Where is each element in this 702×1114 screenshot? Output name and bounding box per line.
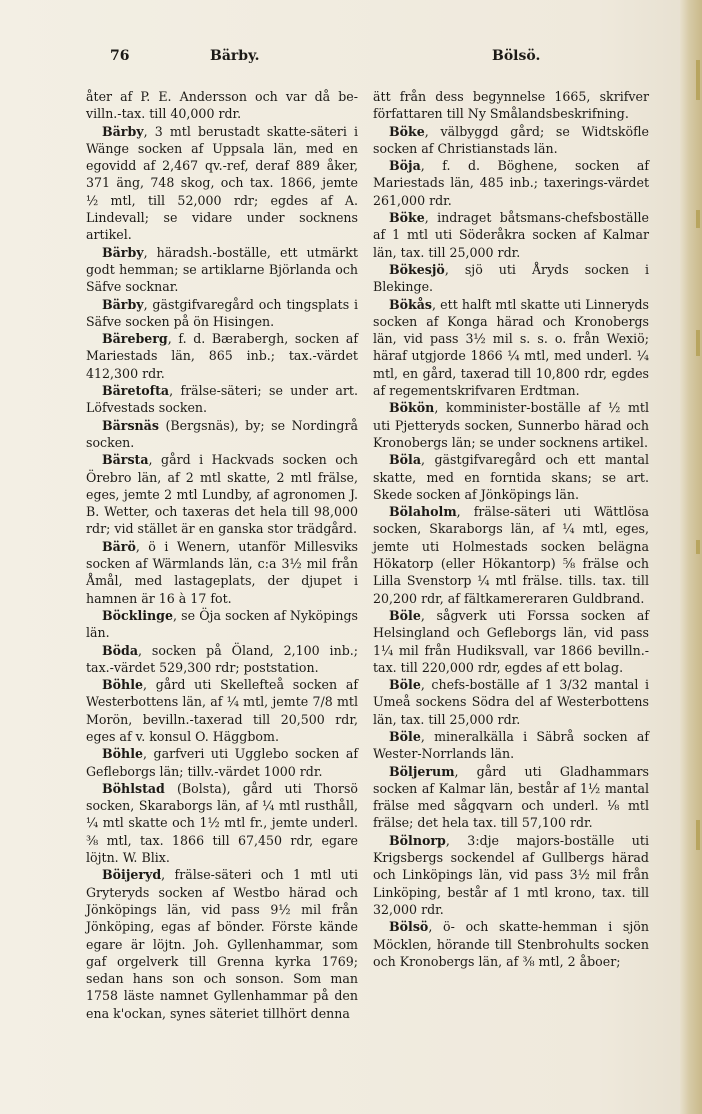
entry-text: (Bergsnäs), by; se Nordingrå socken.: [86, 417, 358, 450]
dictionary-entry: [86, 296, 358, 331]
spine-mark: [696, 330, 700, 356]
entry-headword: Bölnorp: [389, 832, 446, 848]
entry-headword: Böhle: [102, 746, 143, 762]
entry-headword: Bökås: [389, 296, 433, 312]
entry-headword: Bökön: [389, 400, 435, 416]
entry-text: , indraget båtsmans-chefsboställe af 1 mtl uti Söderåkra socken af Kalmar län, tax. till 25,000 rdr.: [373, 210, 649, 260]
dictionary-entry: [86, 538, 358, 607]
dictionary-entry: [86, 451, 358, 537]
entry-headword: Böle: [389, 728, 421, 744]
right-running-title: Bölsö.: [492, 48, 541, 64]
entry-headword: Böja: [389, 158, 421, 174]
dictionary-entry: [86, 780, 358, 866]
entry-text: , se Öja socken af Nyköpings län.: [86, 607, 358, 641]
left-column: [86, 88, 358, 1022]
dictionary-entry: [86, 88, 358, 123]
entry-text: åter af P. E. Andersson och var då be-villn.-tax. till 40,000 rdr.: [86, 89, 358, 122]
dictionary-entry: [373, 503, 649, 607]
spine-mark: [696, 210, 700, 228]
entry-text: , gård i Hackvads socken och Örebro län, af 2 mtl skatte, 2 mtl frälse, eges, jemte 2 mtl Lundby, af agronomen J. B. Wetter, och taxeras det hela till 98,000 rdr; vid stället är en ganska stor trädgård.: [86, 452, 358, 537]
entry-text: (Bolsta), gård uti Thorsö socken, Skaraborgs län, af ¼ mtl rusthåll, ¼ mtl skatte och 1½ mtl fr., jemte underl. ⅜ mtl, tax. 1866 till 67,450 rdr, egare löjtn. W. Blix.: [86, 780, 358, 866]
dictionary-entry: [373, 607, 649, 676]
entry-headword: Böijeryd: [102, 867, 162, 883]
entry-headword: Böda: [102, 642, 139, 658]
entry-headword: Bärö: [102, 538, 136, 554]
running-header: [0, 48, 702, 72]
entry-headword: Böljerum: [389, 763, 455, 779]
entry-headword: Bärby: [102, 123, 144, 139]
entry-headword: Böla: [389, 452, 421, 468]
entry-text: , socken på Öland, 2,100 inb.; tax.-värdet 529,300 rdr; poststation.: [86, 642, 358, 675]
entry-headword: Böle: [389, 607, 421, 623]
entry-headword: Böle: [389, 677, 421, 693]
entry-headword: Böke: [389, 123, 425, 139]
entry-headword: Böhlstad: [102, 780, 165, 796]
book-spine: [680, 0, 702, 1114]
entry-text: , sågverk uti Forssa socken af Helsingland och Gefleborgs län, vid pass 1¼ mil från Hudiksvall, var 1866 bevilln.-tax. till 220,000 rdr, egdes af ett bolag.: [373, 607, 649, 675]
entry-text: , välbyggd gård; se Widtsköfle socken af Christianstads län.: [373, 123, 649, 156]
dictionary-entry: [86, 745, 358, 780]
entry-text: , frälse-säteri uti Wättlösa socken, Skaraborgs län, af ¼ mtl, eges, jemte uti Holmestads socken belägna Hökatorp (eller Hökantorp) ⅝ frälse och Lilla Svenstorp ¼ mtl frälse. tills. tax. till 20,200 rdr, af fältkamereraren Guldbrand.: [373, 504, 649, 606]
entry-text: , häradsh.-boställe, ett utmärkt godt hemman; se artiklarne Björlanda och Säfve socknar.: [86, 244, 358, 295]
dictionary-entry: [86, 244, 358, 296]
entry-headword: Bäretofta: [102, 383, 170, 399]
dictionary-entry: [373, 676, 649, 728]
right-column: [373, 88, 649, 970]
dictionary-entry: [86, 330, 358, 382]
dictionary-entry: [373, 763, 649, 832]
dictionary-entry: [373, 728, 649, 763]
entry-headword: Bölsö: [389, 919, 429, 935]
dictionary-entry: [373, 832, 649, 918]
entry-text: , f. d. Böghene, socken af Mariestads län, 485 inb.; taxerings-värdet 261,000 rdr.: [373, 158, 649, 208]
dictionary-entry: [373, 209, 649, 261]
spine-mark: [696, 540, 700, 554]
dictionary-entry: [373, 261, 649, 296]
dictionary-entry: [86, 866, 358, 1022]
dictionary-entry: [373, 123, 649, 158]
entry-headword: Bärsnäs: [102, 417, 159, 433]
entry-text: , gästgifvaregård och tingsplats i Säfve socken på ön Hisingen.: [86, 296, 358, 329]
entry-headword: Bärby: [102, 296, 144, 312]
dictionary-entry: [373, 451, 649, 503]
left-running-title: Bärby.: [210, 48, 260, 64]
entry-text: , komminister-boställe af ½ mtl uti Pjetteryds socken, Sunnerbo härad och Kronobergs län; se under socknens artikel.: [373, 400, 649, 450]
entry-headword: Bökesjö: [389, 261, 445, 277]
spine-mark: [696, 820, 700, 850]
entry-headword: Bäreberg: [102, 331, 168, 347]
entry-text: , ö i Wenern, utanför Millesviks socken af Wärmlands län, c:a 3½ mil från Åmål, med lastageplats, der djupet i hamnen är 16 à 17 fot.: [86, 538, 358, 606]
entry-text: , gård uti Gladhammars socken af Kalmar län, består af 1½ mantal frälse med sågqvarn och underl. ⅛ mtl frälse; det hela tax. till 57,100 rdr.: [373, 763, 649, 831]
dictionary-entry: [373, 88, 649, 123]
entry-text: , sjö uti Åryds socken i Blekinge.: [373, 261, 649, 295]
entry-text: , frälse-säteri och 1 mtl uti Gryteryds socken af Westbo härad och Jönköpings län, vid pass 9½ mil från Jönköping, egas af bönder. Förste kände egare är löjtn. Joh. Gyllenhammar, som gaf orgelverk till Grenna kyrka 1769; sedan hans son och sonson. Som man 1758 läste namnet Gyllenhammar på den ena k'ockan, synes säteriet tillhört denna: [86, 867, 358, 1021]
dictionary-entry: [373, 157, 649, 209]
dictionary-entry: [373, 399, 649, 451]
dictionary-entry: [86, 642, 358, 677]
entry-headword: Bölaholm: [389, 504, 457, 520]
entry-text: , gård uti Skellefteå socken af Westerbottens län, af ¼ mtl, jemte 7/8 mtl Morön, bevilln.-taxerad till 20,500 rdr, eges af v. konsul O. Häggbom.: [86, 677, 358, 744]
entry-text: , gästgifvaregård och ett mantal skatte, med en forntida skans; se art. Skede socken af Jönköpings län.: [373, 452, 649, 502]
entry-text: , f. d. Bærabergh, socken af Mariestads län, 865 inb.; tax.-värdet 412,300 rdr.: [86, 331, 358, 381]
entry-text: , 3:dje majors-boställe uti Krigsbergs sockendel af Gullbergs härad och Linköpings län, vid pass 3½ mil från Linköping, består af 1 mtl krono, tax. till 32,000 rdr.: [373, 832, 649, 917]
entry-headword: Böcklinge: [102, 607, 173, 623]
dictionary-entry: [86, 382, 358, 417]
entry-text: , garfveri uti Ugglebo socken af Gefleborgs län; tillv.-värdet 1000 rdr.: [86, 746, 358, 779]
page-number: 76: [110, 48, 130, 64]
entry-text: , ett halft mtl skatte uti Linneryds socken af Konga härad och Kronobergs län, vid pass 3½ mil s. s. o. från Wexiö; häraf utgjorde 1866 ¼ mtl, med underl. ¼ mtl, en gård, taxerad till 10,800 rdr, egdes af regementskrifvaren Erdtman.: [373, 296, 649, 399]
dictionary-entry: [86, 676, 358, 745]
dictionary-entry: [373, 296, 649, 400]
entry-text: , mineralkälla i Säbrå socken af Wester-Norrlands län.: [373, 728, 649, 762]
entry-headword: Böhle: [102, 677, 143, 693]
dictionary-entry: [86, 417, 358, 452]
entry-text: , frälse-säteri; se under art. Löfvestads socken.: [86, 383, 358, 416]
entry-headword: Böke: [389, 210, 425, 226]
dictionary-entry: [86, 607, 358, 642]
entry-text: , chefs-boställe af 1 3/32 mantal i Umeå sockens Södra del af Westerbottens län, tax. till 25,000 rdr.: [373, 677, 649, 727]
dictionary-entry: [86, 123, 358, 244]
entry-text: , 3 mtl berustadt skatte-säteri i Wänge socken af Uppsala län, med en egovidd af 2,467 qv.-ref, deraf 889 åker, 371 äng, 748 skog, och tax. 1866, jemte ½ mtl, till 52,000 rdr; egdes af A. Lindevall; se vidare under socknens artikel.: [86, 123, 358, 243]
entry-text: , ö- och skatte-hemman i sjön Möcklen, hörande till Stenbrohults socken och Kronobergs län, af ⅜ mtl, 2 åboer;: [373, 919, 649, 969]
entry-text: ätt från dess begynnelse 1665, skrifver författaren till Ny Smålandsbeskrifning.: [373, 89, 649, 122]
entry-headword: Bärby: [102, 244, 144, 260]
entry-headword: Bärsta: [102, 452, 149, 468]
dictionary-entry: [373, 918, 649, 970]
